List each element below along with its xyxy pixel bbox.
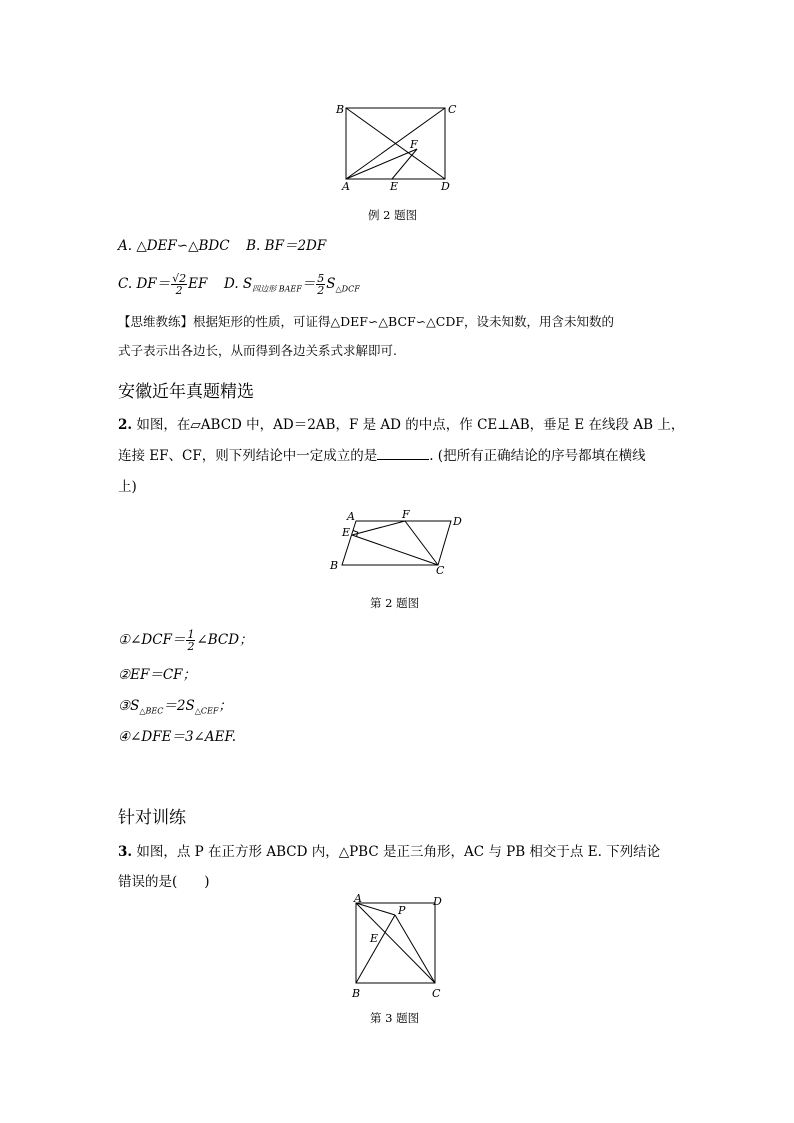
option-d-sub: 四边形 BAEF [252,284,302,294]
q2-text-2b: . (把所有正确结论的序号都填在横线 [429,448,646,464]
figure-question-2 [326,508,470,578]
label-a: A [354,893,362,905]
option-c-label: C. [118,276,133,292]
q2-statement-1 [118,622,253,658]
q2-line-1 [118,415,684,435]
segment-bp [356,915,395,983]
q2-statement-2: ②EF＝CF； [118,667,197,683]
q2-statement-4: ④∠DFE＝3∠AEF. [118,729,237,745]
statement-1-pre: ①∠DCF＝ [118,632,186,648]
label-c: C [432,987,441,1000]
label-c: C [436,564,445,577]
option-d-sub2: △DCF [335,284,360,294]
label-b: B [352,987,361,1000]
q3-number: 3. [118,844,133,860]
statement-3-mid: ＝2S [163,698,195,714]
q3-text-1: 如图，点 P 在正方形 ABCD 内，△PBC 是正三角形，AC 与 PB 相交于点 E. 下列结论 [136,844,661,860]
segment-ef [352,521,405,535]
statement-1-denominator: 2 [187,640,195,653]
label-p: P [398,904,406,917]
label-b: B [336,103,345,116]
option-a-text: △DEF∽△BDC [136,238,230,254]
option-b-text: BF＝2DF [264,238,327,254]
segment-ef [392,149,417,179]
label-d: D [441,180,450,193]
option-d-fraction [316,273,325,296]
label-a: A [342,180,350,193]
option-c-denominator: 2 [175,284,183,297]
q3-line-1 [118,842,660,862]
label-f: F [402,508,410,521]
statement-3-pre: ③S [118,698,140,714]
option-row-ab [118,236,326,256]
option-c-lhs: DF＝ [136,276,171,292]
option-d-eq: ＝ [301,276,316,292]
statement-3-post: ； [218,698,232,714]
parallelogram-abcd [342,521,451,565]
option-d-s: S [242,276,253,292]
statement-3-sub2: △CEF [194,706,219,716]
figure-question-3 [346,893,450,1005]
label-f: F [410,138,418,151]
option-row-cd [118,266,360,308]
segment-fc [405,521,438,565]
option-a-label: A. [118,238,133,254]
figure-example-2 [330,96,470,196]
statement-1-post: ∠BCD； [196,632,253,648]
figure-3-caption: 第 3 题图 [370,1011,420,1025]
section-heading-anhui: 安徽近年真题精选 [118,382,254,402]
statement-1-numerator: 1 [187,628,195,641]
statement-3-sub1: △BEC [139,706,164,716]
q2-text-1: 如图，在▱ABCD 中，AD＝2AB，F 是 AD 的中点，作 CE⊥AB，垂足 E 在线段 AB 上， [136,417,685,433]
label-c: C [448,103,457,116]
option-b-label: B. [246,238,261,254]
label-e: E [390,180,399,193]
figure-1-caption: 例 2 题图 [368,208,418,222]
option-d-denominator: 2 [317,284,325,297]
option-d-label: D. [223,276,239,292]
figure-2-caption: 第 2 题图 [370,596,420,610]
thinking-line-2: 式子表示出各边长，从而得到各边关系式求解即可. [118,343,397,358]
q3-text-2: 错误的是( ) [118,874,210,890]
option-c-rhs: EF [188,276,208,292]
section-heading-training: 针对训练 [118,808,186,828]
q2-answer-blank[interactable] [377,447,429,460]
statement-1-fraction [186,629,195,652]
label-e: E [342,526,351,539]
label-b: B [330,559,339,572]
q2-line-2 [118,446,646,466]
q2-text-2a: 连接 EF、CF，则下列结论中一定成立的是 [118,448,378,464]
option-d-s2: S [326,276,336,292]
q2-statement-3 [118,696,232,722]
option-d-numerator: 5 [317,272,325,285]
label-d: D [433,895,442,908]
label-d: D [453,515,462,528]
q2-number: 2. [118,417,133,433]
label-a: A [347,510,355,523]
option-c-fraction [171,273,187,296]
thinking-line-1: 【思维教练】根据矩形的性质，可证得△DEF∽△BCF∽△CDF，设未知数，用含未知数的 [118,314,615,329]
segment-ec [352,535,438,565]
label-e: E [370,932,379,945]
q2-text-3: 上) [118,479,137,495]
option-c-numerator: √2 [172,272,187,285]
